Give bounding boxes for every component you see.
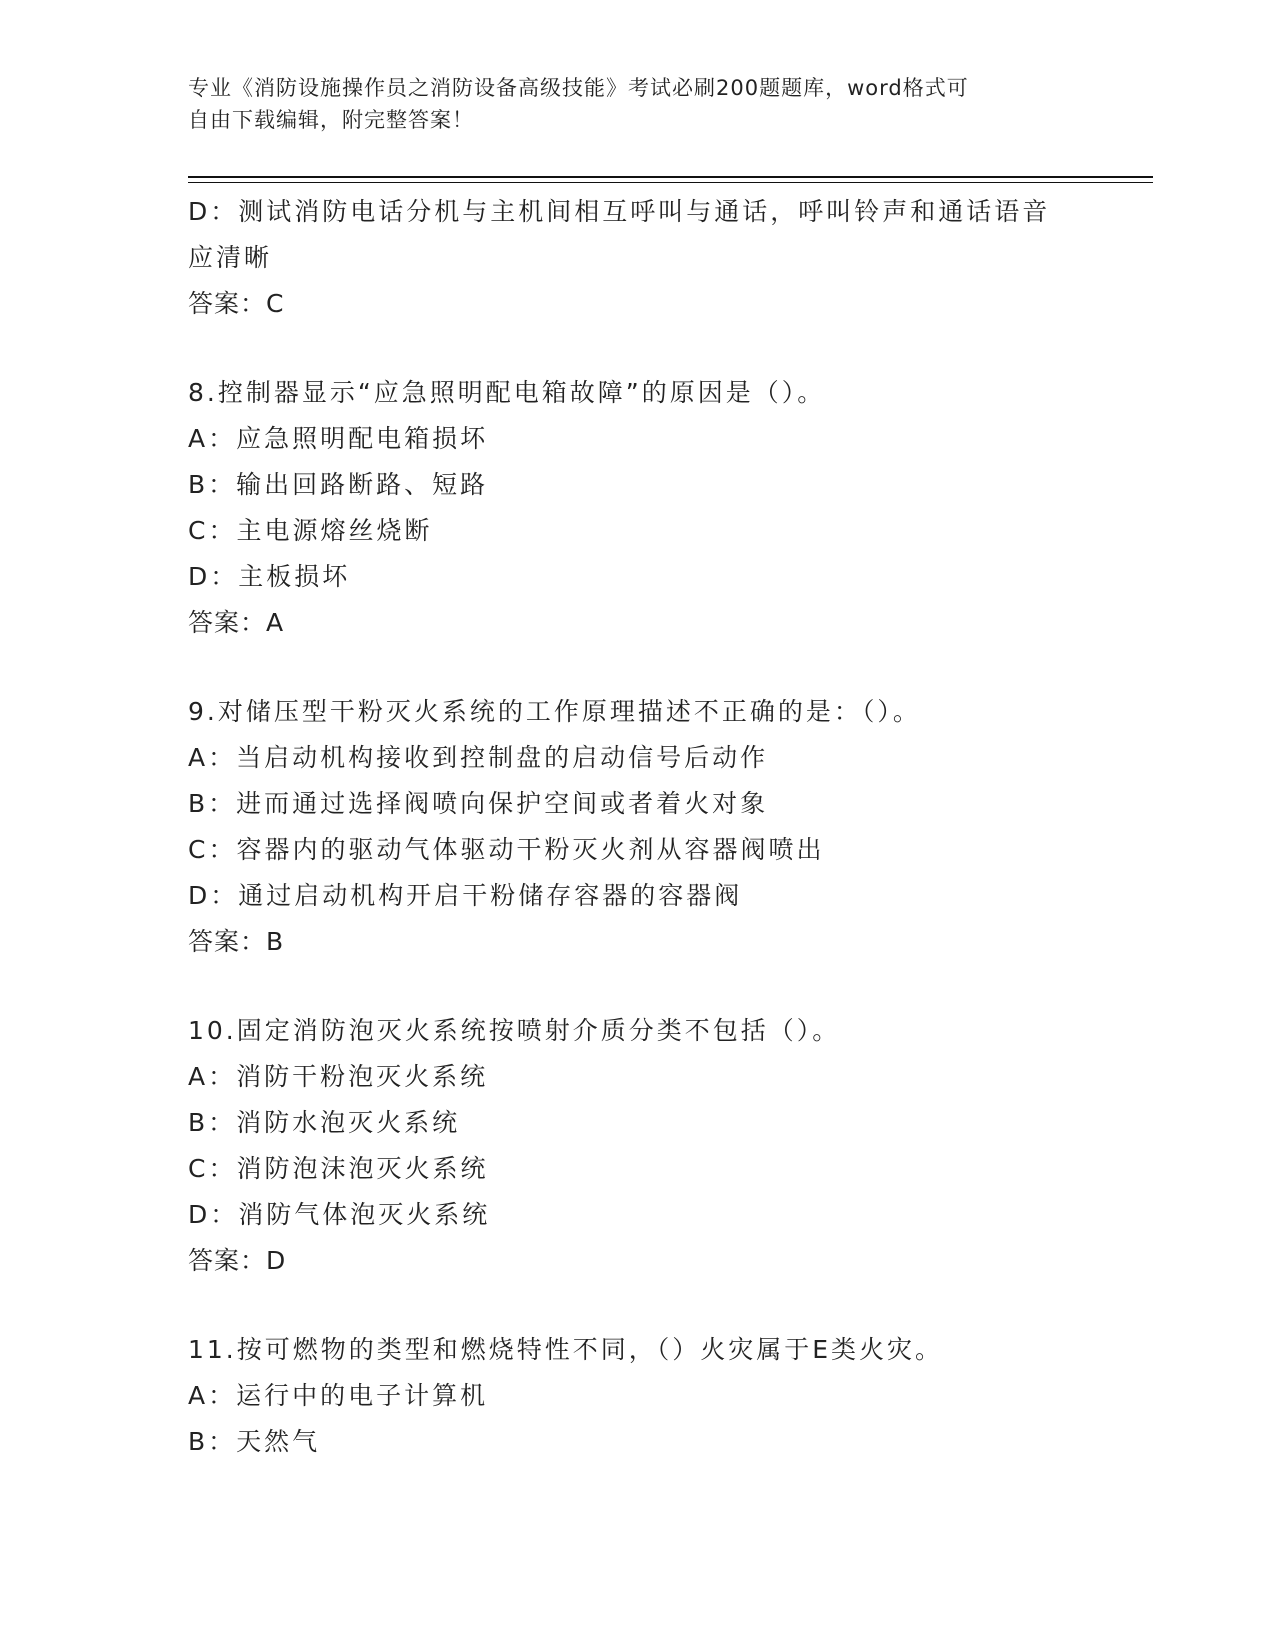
option-b: B：输出回路断路、短路 — [188, 470, 489, 499]
option-a: A：当启动机构接收到控制盘的启动信号后动作 — [188, 743, 769, 772]
header-divider-thin — [188, 182, 1153, 183]
option-d-continuation: 应清晰 — [188, 243, 273, 272]
option-d: D：主板损坏 — [188, 562, 351, 591]
option-d: D：消防气体泡灭火系统 — [188, 1200, 491, 1229]
question-stem: 9.对储压型干粉灭火系统的工作原理描述不正确的是：（）。 — [188, 697, 921, 726]
option-c: C：容器内的驱动气体驱动干粉灭火剂从容器阀喷出 — [188, 835, 825, 864]
answer: 答案：A — [188, 608, 285, 637]
question-10 — [188, 1008, 1128, 1284]
answer: 答案：C — [188, 289, 285, 318]
document-header — [188, 72, 1088, 136]
question-stem: 11.按可燃物的类型和燃烧特性不同，（）火灾属于E类火灾。 — [188, 1335, 944, 1364]
option-b: B：消防水泡灭火系统 — [188, 1108, 461, 1137]
header-line-2: 自由下载编辑，附完整答案！ — [188, 108, 474, 132]
question-11 — [188, 1327, 1128, 1465]
question-stem: 8.控制器显示“应急照明配电箱故障”的原因是（）。 — [188, 378, 826, 407]
option-d: D：测试消防电话分机与主机间相互呼叫与通话，呼叫铃声和通话语音 — [188, 197, 1051, 226]
option-a: A：运行中的电子计算机 — [188, 1381, 489, 1410]
option-c: C：消防泡沫泡灭火系统 — [188, 1154, 489, 1183]
question-7-tail — [188, 189, 1128, 327]
answer: 答案：D — [188, 1246, 287, 1275]
option-d: D：通过启动机构开启干粉储存容器的容器阀 — [188, 881, 743, 910]
header-divider-thick — [188, 176, 1153, 178]
question-9 — [188, 689, 1128, 965]
option-a: A：消防干粉泡灭火系统 — [188, 1062, 489, 1091]
header-line-1: 专业《消防设施操作员之消防设备高级技能》考试必刷200题题库，word格式可 — [188, 76, 969, 100]
option-a: A：应急照明配电箱损坏 — [188, 424, 489, 453]
option-c: C：主电源熔丝烧断 — [188, 516, 433, 545]
answer: 答案：B — [188, 927, 285, 956]
option-b: B：进而通过选择阀喷向保护空间或者着火对象 — [188, 789, 769, 818]
question-stem: 10.固定消防泡灭火系统按喷射介质分类不包括（）。 — [188, 1016, 841, 1045]
question-8 — [188, 370, 1128, 646]
question-list — [188, 189, 1128, 1465]
option-b: B：天然气 — [188, 1427, 321, 1456]
